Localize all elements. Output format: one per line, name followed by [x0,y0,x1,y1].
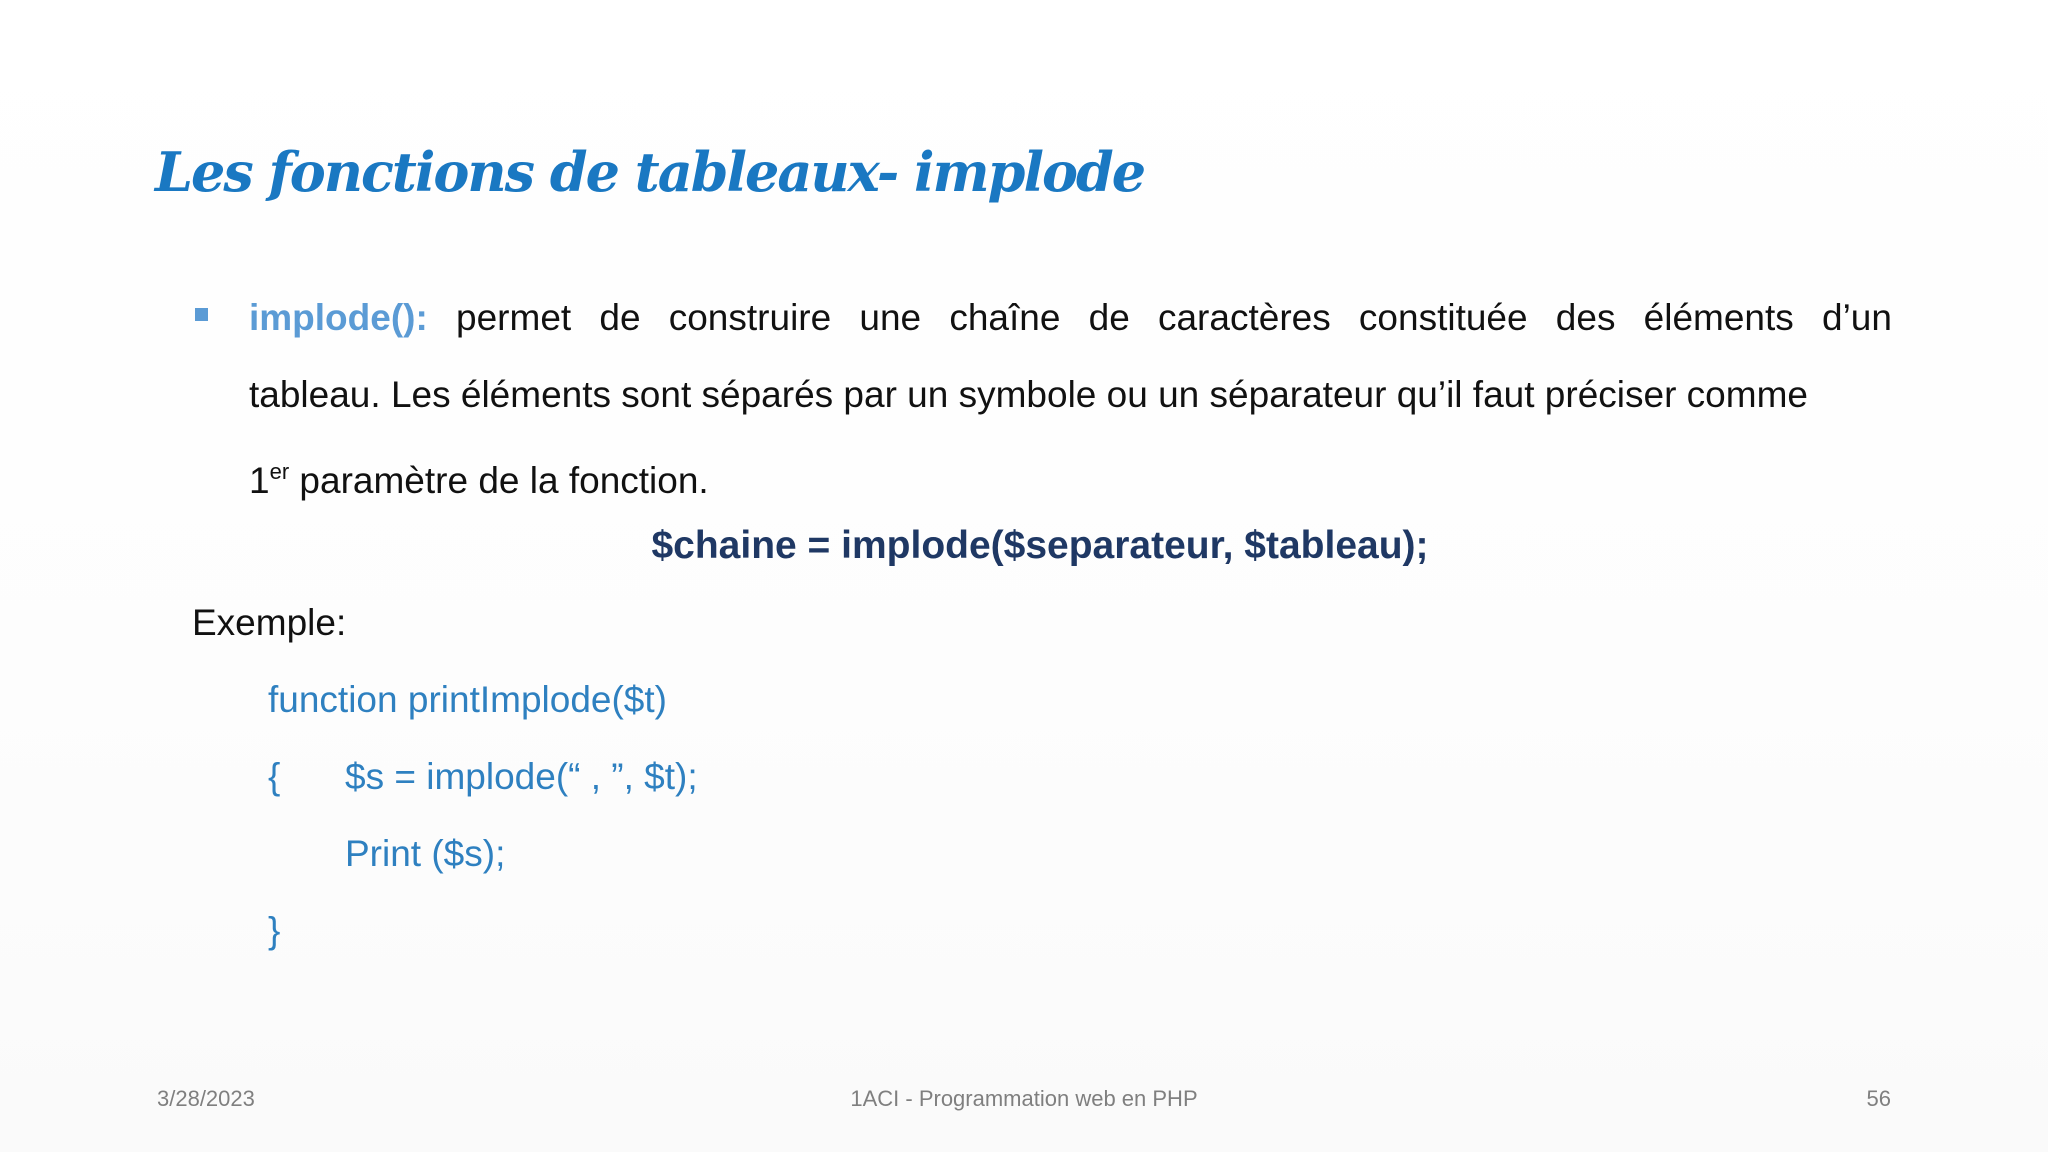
bullet-line-2: tableau. Les éléments sont séparés par un symbole ou un séparateur qu’il faut préciser comme [249,374,1808,415]
code-brace-open: { [268,756,281,797]
word: une [859,297,922,338]
word: construire [668,297,832,338]
code-line-implode: $s = implode(“ , ”, $t); [345,756,698,797]
square-bullet-icon [195,308,208,321]
word: constituée [1358,297,1528,338]
footer-title: 1ACI - Programmation web en PHP [850,1086,1198,1111]
ordinal-number: 1 [249,460,270,501]
word: chaîne [949,297,1061,338]
code-brace-close: } [268,910,281,951]
footer-page-number: 56 [1866,1086,1891,1111]
code-line-function: function printImplode($t) [268,679,667,720]
word: permet [456,297,572,338]
syntax-line: $chaine = implode($separateur, $tableau); [651,524,1429,567]
word: caractères [1157,297,1331,338]
ordinal-superscript: er [269,459,290,484]
bullet-line-3-text: paramètre de la fonction. [289,460,709,501]
code-line-print: Print ($s); [345,833,506,874]
word: de [1088,297,1130,338]
word: éléments [1643,297,1794,338]
footer-date: 3/28/2023 [157,1086,255,1111]
word: des [1555,297,1616,338]
example-label: Exemple: [192,602,347,643]
word: d’un [1822,297,1892,338]
bullet-line-3 [249,450,1892,503]
slide-title: Les fonctions de tableaux- implode [155,140,1145,204]
word: de [599,297,641,338]
term-implode: implode(): [249,297,428,338]
bullet-line-1 [249,296,1892,340]
